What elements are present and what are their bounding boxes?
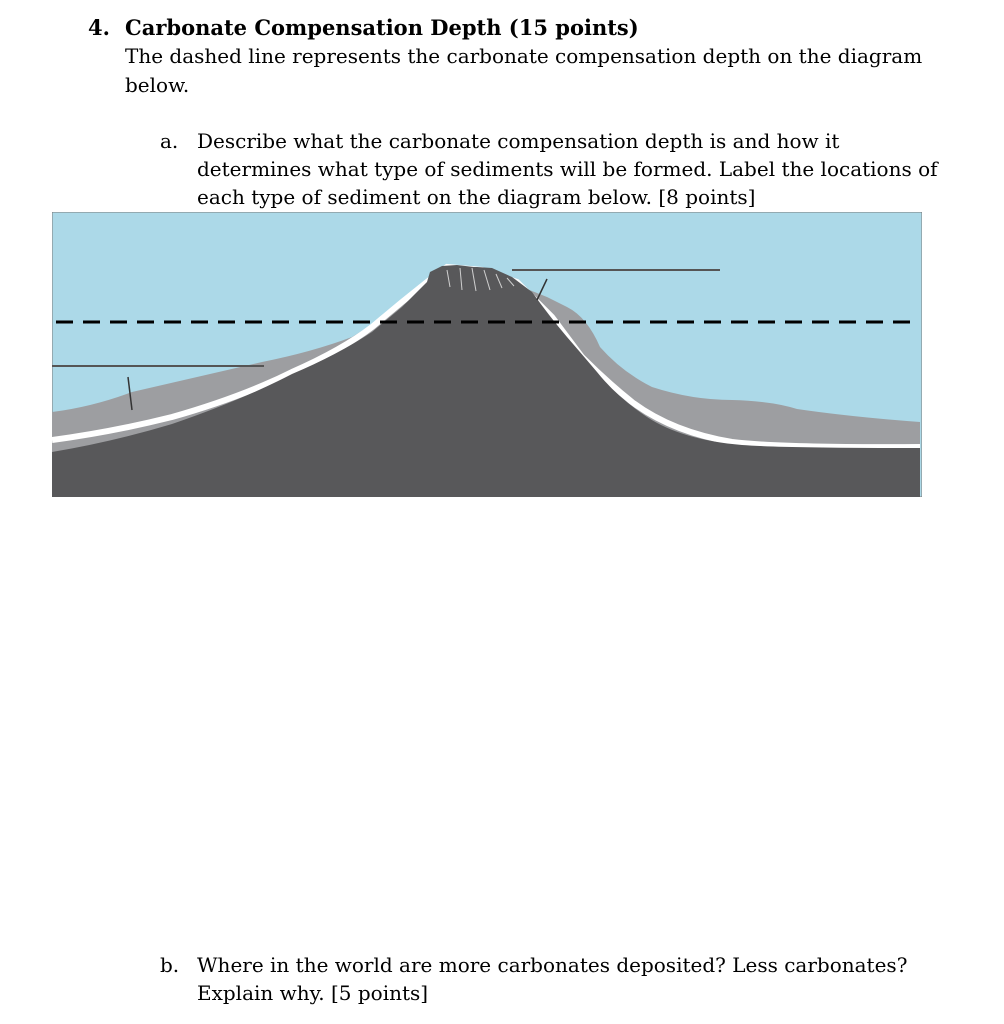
question-intro: The dashed line represents the carbonate compensation depth on the diagram below. [125, 44, 923, 97]
question-title-line [88, 14, 968, 42]
question-number: 4. [88, 15, 110, 40]
sub-question-a-text: Describe what the carbonate compensation depth is and how it determines what type of sediments will be formed. Label the locations of each type of sediment on the diagram below. [8 points] [197, 129, 938, 209]
ccd-diagram [52, 212, 922, 497]
answer-space[interactable] [52, 505, 922, 935]
question-header [88, 14, 968, 100]
sub-question-a-letter: a. [160, 129, 179, 153]
sub-question-b-text: Where in the world are more carbonates deposited? Less carbonates? Explain why. [5 points] [197, 953, 908, 1005]
question-title: Carbonate Compensation Depth (15 points) [125, 15, 639, 40]
sub-question-b-letter: b. [160, 953, 180, 977]
sub-question-b [160, 951, 940, 1007]
sub-question-a [160, 127, 940, 211]
